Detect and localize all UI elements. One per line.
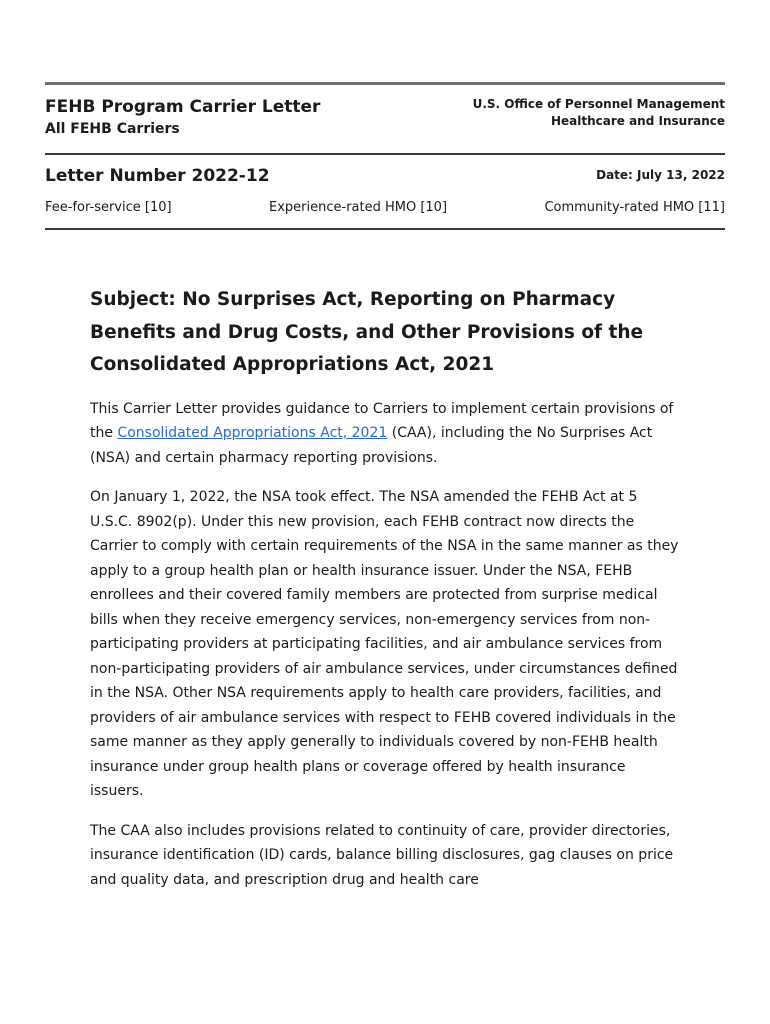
intro-text-before-link: This Carrier Letter provides guidance to Carriers to implement certain provisions of the	[90, 400, 674, 441]
types-divider	[45, 228, 725, 230]
intro-paragraph	[90, 397, 680, 471]
header-row	[45, 85, 725, 153]
plan-types-row	[45, 199, 725, 228]
intro-text-after-link: (CAA), including the No Surprises Act (NSA) and certain pharmacy reporting provisions.	[90, 425, 653, 466]
letter-body	[90, 284, 680, 907]
office-name: U.S. Office of Personnel Management	[472, 97, 725, 111]
letter-header-block	[45, 82, 725, 230]
subject-heading: Subject: No Surprises Act, Reporting on Pharmacy Benefits and Drug Costs, and Other Provisions of the Consolidated Appropriations Act, 2021	[90, 289, 644, 375]
office-info	[473, 95, 725, 130]
letter-number: Letter Number 2022-12	[45, 166, 270, 186]
plan-type-experience-rated: Experience-rated HMO [10]	[269, 200, 448, 215]
letter-date: Date: July 13, 2022	[596, 168, 725, 182]
program-title: FEHB Program Carrier Letter	[45, 97, 321, 117]
plan-type-community-rated: Community-rated HMO [11]	[544, 200, 725, 215]
caa-link[interactable]: Consolidated Appropriations Act, 2021	[117, 425, 388, 441]
plan-type-fee-for-service: Fee-for-service [10]	[45, 200, 172, 215]
nsa-paragraph: On January 1, 2022, the NSA took effect. The NSA amended the FEHB Act at 5 U.S.C. 8902(p). Under this new provision, each FEHB contract now directs the Carrier to comply with certain requirements of the NSA in the same manner as they apply to a group health plan or health insurance issuer. Under the NSA, FEHB enrollees and their covered family members are protected from surprise medical bills when they receive emergency services, non-emergency services from non-participating providers at participating facilities, and air ambulance services from non-participating providers of air ambulance services, under circumstances defined in the NSA. Other NSA requirements apply to health care providers, facilities, and providers of air ambulance services with respect to FEHB covered individuals in the same manner as they apply generally to individuals covered by non-FEHB health insurance under group health plans or coverage offered by health insurance issuers.	[90, 489, 679, 799]
office-division: Healthcare and Insurance	[550, 114, 725, 128]
carriers-label: All FEHB Carriers	[45, 121, 180, 137]
program-info	[45, 95, 320, 139]
letter-info-row	[45, 155, 725, 188]
caa-provisions-paragraph: The CAA also includes provisions related to continuity of care, provider directories, insurance identification (ID) cards, balance billing disclosures, gag clauses on price and quality data, and prescription drug and health care	[90, 822, 674, 888]
